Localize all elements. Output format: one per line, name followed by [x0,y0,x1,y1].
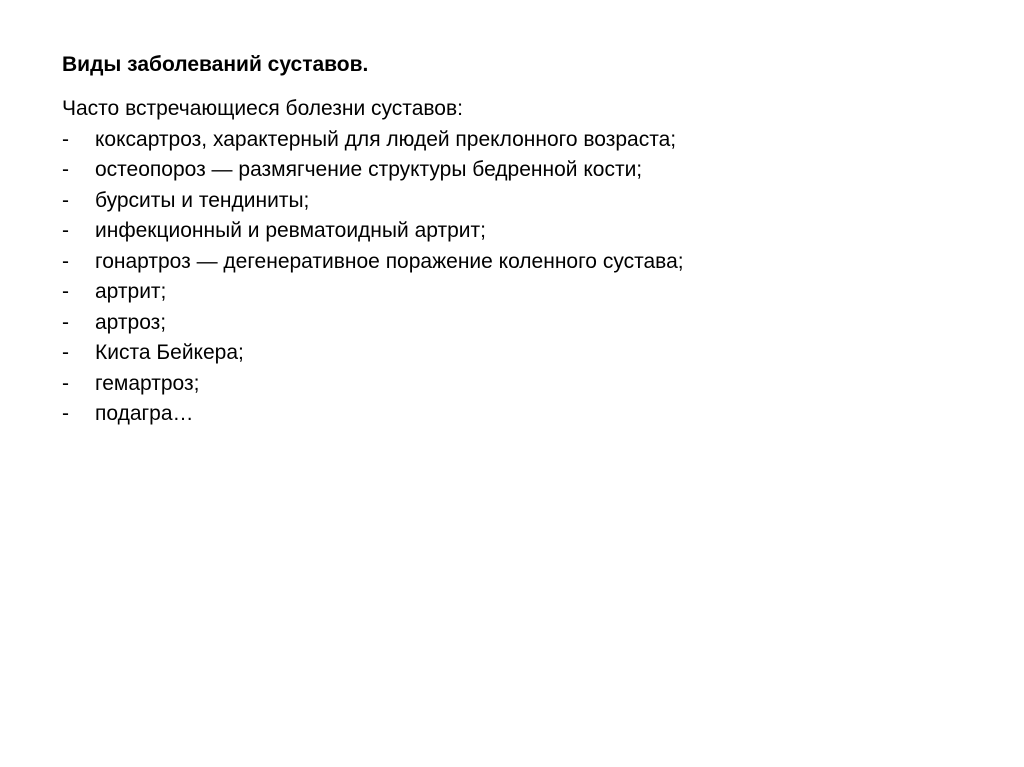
list-item-text: бурситы и тендиниты; [95,188,310,212]
list-item [62,186,962,217]
slide-title: Виды заболеваний суставов. [62,53,369,76]
list-item [62,247,962,278]
slide-content [62,50,962,430]
list-item-text: инфекционный и ревматоидный артрит; [95,219,486,242]
bullet-dash: - [62,280,69,303]
bullet-dash: - [62,341,69,364]
disease-list [62,125,962,430]
list-item [62,155,962,186]
list-item [62,369,962,400]
bullet-dash: - [62,127,69,151]
bullet-dash: - [62,310,69,334]
list-item-text: артрит; [95,280,167,303]
list-item-text: гонартроз — дегенеративное поражение коленного сустава; [95,249,684,273]
list-item [62,399,962,430]
list-item [62,308,962,339]
bullet-dash: - [62,219,69,242]
bullet-dash: - [62,158,69,181]
list-item [62,216,962,247]
bullet-dash: - [62,371,69,395]
list-item-text: гемартроз; [95,371,200,395]
list-item [62,125,962,156]
bullet-dash: - [62,188,69,212]
bullet-dash: - [62,249,69,273]
list-item [62,277,962,308]
list-item-text: подагра… [95,402,194,425]
list-item-text: Киста Бейкера; [95,341,244,364]
bullet-dash: - [62,402,69,425]
intro-text: Часто встречающиеся болезни суставов: [62,97,463,120]
list-item-text: остеопороз — размягчение структуры бедренной кости; [95,158,643,181]
list-item [62,338,962,369]
list-item-text: коксартроз, характерный для людей преклонного возраста; [95,127,677,151]
list-item-text: артроз; [95,310,167,334]
